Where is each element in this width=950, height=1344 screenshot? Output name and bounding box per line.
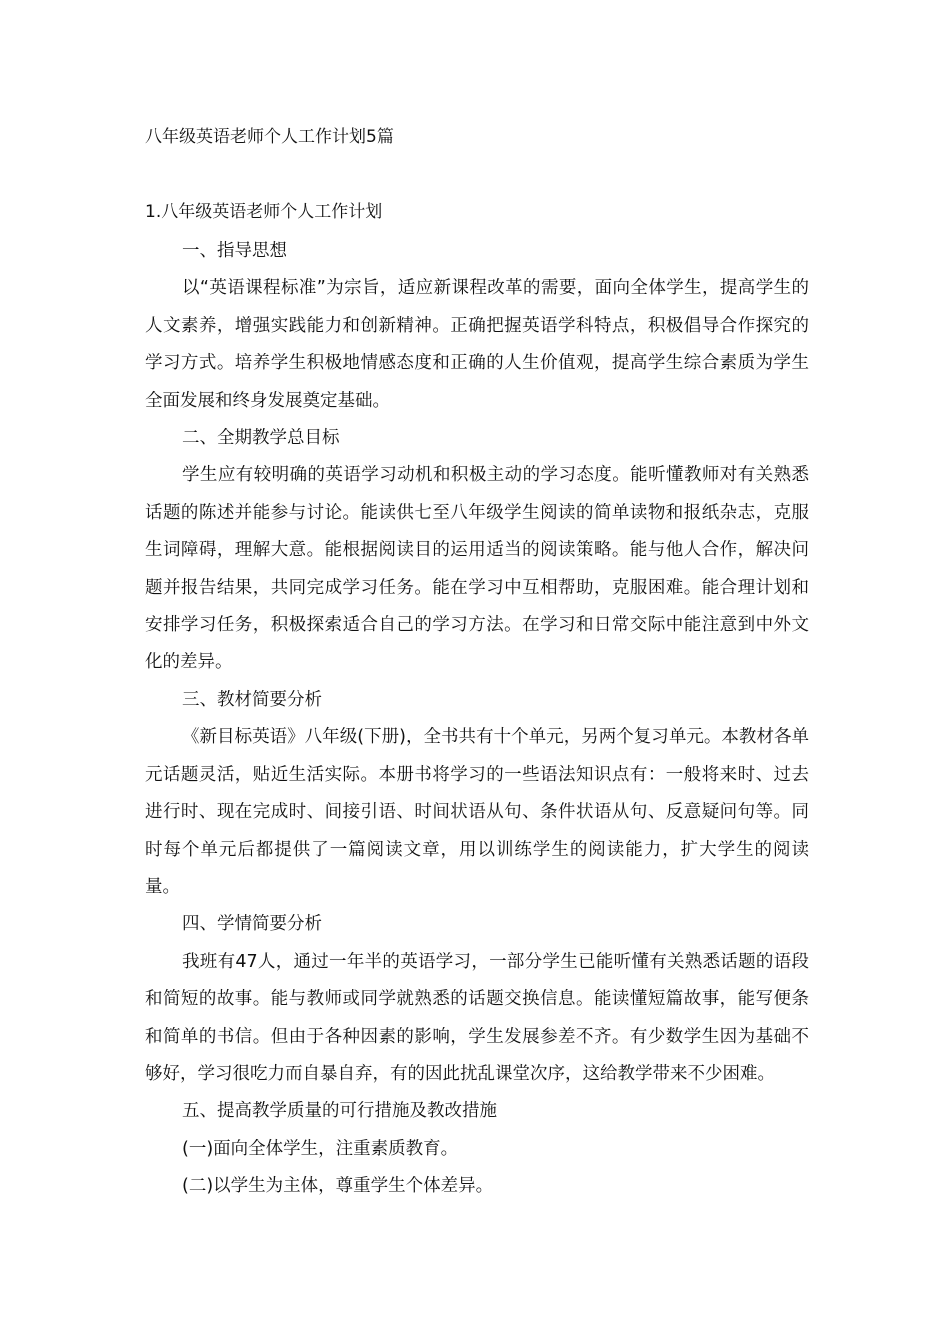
paragraph-overall-teaching-goals: 学生应有较明确的英语学习动机和积极主动的学习态度。能听懂教师对有关熟悉话题的陈述并能参与讨论。能读供七至八年级学生阅读的简单读物和报纸杂志，克服生词障碍，理解大意。能根据阅读目的运用适当的阅读策略。能与他人合作，解决问题并报告结果，共同完成学习任务。能在学习中互相帮助，克服困难。能合理计划和安排学习任务，积极探索适合自己的学习方法。在学习和日常交际中能注意到中外文化的差异。 xyxy=(145,465,809,673)
heading-guiding-ideology: 一、指导思想 xyxy=(182,241,287,261)
paragraph-student-analysis: 我班有47人，通过一年半的英语学习，一部分学生已能听懂有关熟悉话题的语段和简短的故事。能与教师或同学就熟悉的话题交换信息。能读懂短篇故事，能写便条和简单的书信。但由于各种因素的影响，学生发展参差不齐。有少数学生因为基础不够好，学习很吃力而自暴自弃，有的因此扰乱课堂次序，这给教学带来不少困难。 xyxy=(145,951,809,1084)
document-body xyxy=(145,233,809,1206)
paragraph-textbook-analysis: 《新目标英语》八年级(下册)，全书共有十个单元，另两个复习单元。本教材各单元话题灵活，贴近生活实际。本册书将学习的一些语法知识点有：一般将来时、过去进行时、现在完成时、间接引语、时间状语从句、条件状语从句、反意疑问句等。同时每个单元后都提供了一篇阅读文章，用以训练学生的阅读能力，扩大学生的阅读量。 xyxy=(145,727,809,897)
document-title: 八年级英语老师个人工作计划5篇 xyxy=(145,127,394,147)
list-item-measure-1: (一)面向全体学生，注重素质教育。 xyxy=(182,1138,459,1159)
paragraph-guiding-ideology: 以“英语课程标准”为宗旨，适应新课程改革的需要，面向全体学生，提高学生的人文素养，增强实践能力和创新精神。正确把握英语学科特点，积极倡导合作探究的学习方式。培养学生积极地情感态度和正确的人生价值观，提高学生综合素质为学生全面发展和终身发展奠定基础。 xyxy=(145,278,809,411)
heading-improvement-measures: 五、提高教学质量的可行措施及教改措施 xyxy=(182,1101,497,1122)
heading-textbook-analysis: 三、教材简要分析 xyxy=(182,689,322,710)
heading-student-analysis: 四、学情简要分析 xyxy=(182,914,322,935)
section-title: 1.八年级英语老师个人工作计划 xyxy=(145,202,383,222)
list-item-measure-2: (二)以学生为主体，尊重学生个体差异。 xyxy=(182,1176,494,1197)
heading-overall-teaching-goals: 二、全期教学总目标 xyxy=(182,428,340,449)
